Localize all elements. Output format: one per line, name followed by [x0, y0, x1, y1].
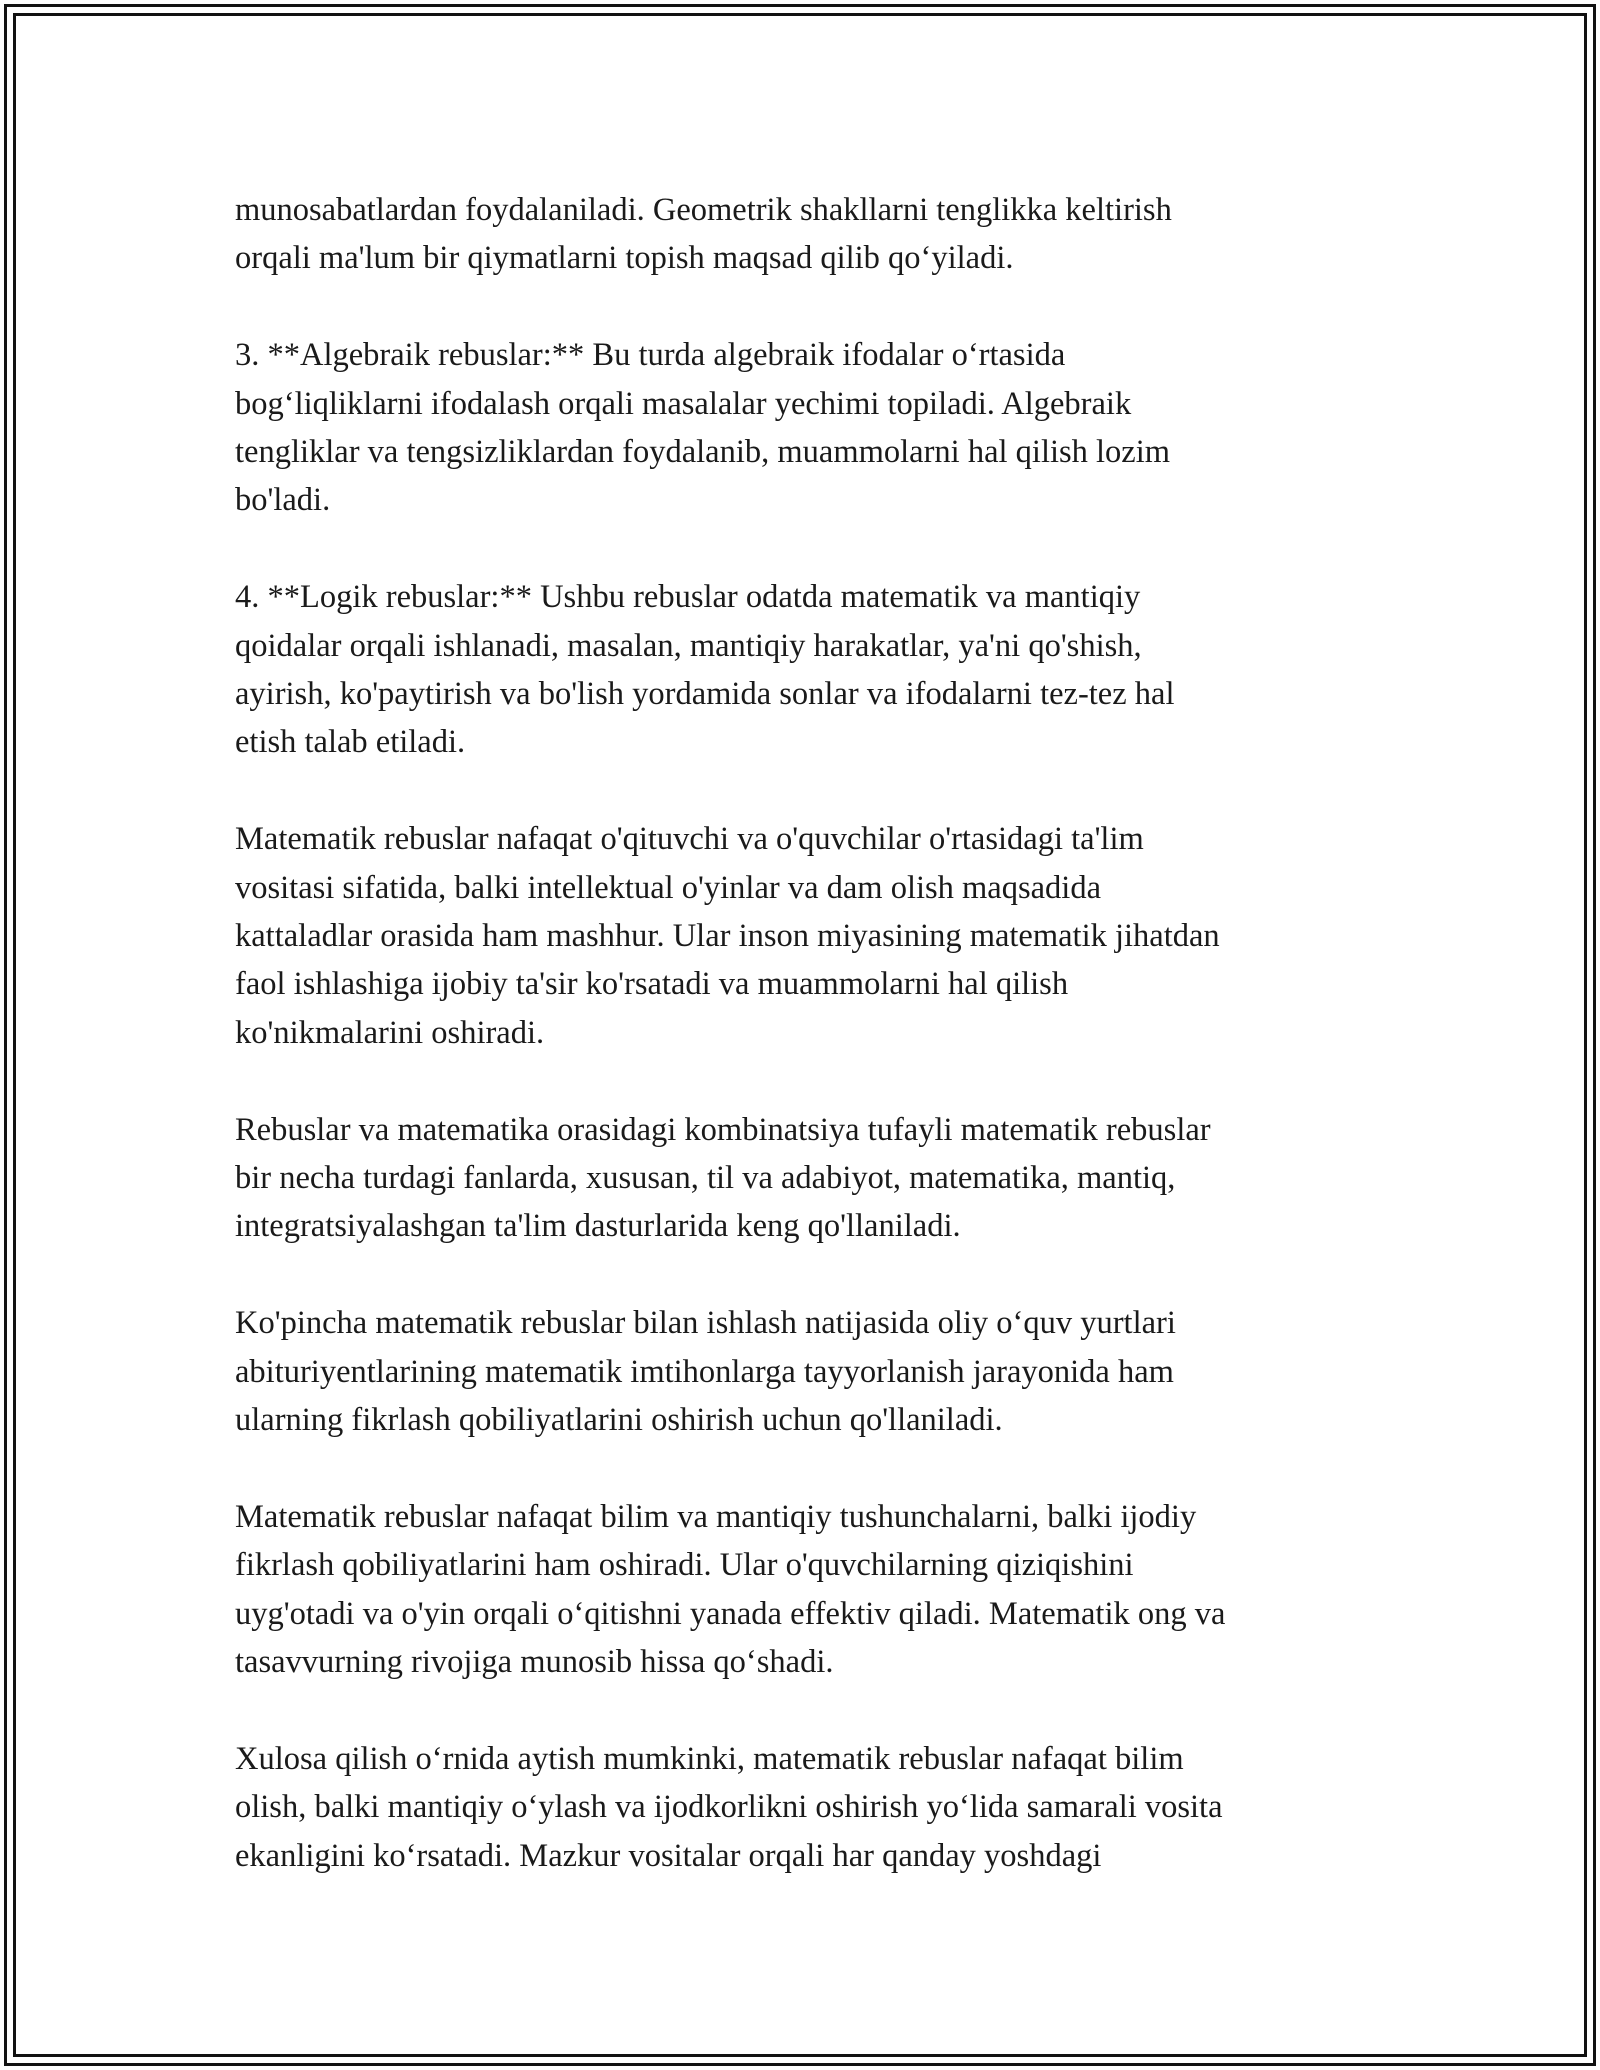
text-line: Matematik rebuslar nafaqat bilim va mantiqiy tushunchalarni, balki ijodiy — [235, 1498, 1197, 1535]
text-line: Ko'pincha matematik rebuslar bilan ishlash natijasida oliy o‘quv yurtlari — [235, 1305, 1176, 1342]
paragraph-conclusion — [235, 1735, 1375, 1880]
text-line: orqali ma'lum bir qiymatlarni topish maqsad qilib qo‘yiladi. — [235, 240, 1014, 277]
text-line: bir necha turdagi fanlarda, xususan, til va adabiyot, matematika, mantiq, — [235, 1160, 1176, 1197]
text-line: Rebuslar va matematika orasidagi kombinatsiya tufayli matematik rebuslar — [235, 1111, 1211, 1148]
text-line: integratsiyalashgan ta'lim dasturlarida keng qo'llaniladi. — [235, 1208, 961, 1245]
text-line: ularning fikrlash qobiliyatlarini oshirish uchun qo'llaniladi. — [235, 1402, 1003, 1439]
text-line: abituriyentlarining matematik imtihonlarga tayyorlanish jarayonida ham — [235, 1353, 1174, 1390]
text-line: faol ishlashiga ijobiy ta'sir ko'rsatadi va muammolarni hal qilish — [235, 966, 1069, 1003]
text-line: tasavvurning rivojiga munosib hissa qo‘shadi. — [235, 1644, 834, 1681]
text-line: 3. **Algebraik rebuslar:** Bu turda algebraik ifodalar o‘rtasida — [235, 337, 1066, 374]
text-line: ekanligini ko‘rsatadi. Mazkur vositalar orqali har qanday yoshdagi — [235, 1837, 1102, 1874]
text-line: bog‘liqliklarni ifodalash orqali masalalar yechimi topiladi. Algebraik — [235, 385, 1132, 422]
text-line: fikrlash qobiliyatlarini ham oshiradi. Ular o'quvchilarning qiziqishini — [235, 1547, 1134, 1584]
text-line: uyg'otadi va o'yin orqali o‘qitishni yanada effektiv qiladi. Matematik ong va — [235, 1595, 1226, 1632]
paragraph-geometric-continuation — [235, 186, 1375, 283]
paragraph-teaching-tool — [235, 815, 1375, 1057]
paragraph-combination — [235, 1106, 1375, 1251]
text-line: olish, balki mantiqiy o‘ylash va ijodkorlikni oshirish yo‘lida samarali vosita — [235, 1789, 1223, 1826]
paragraph-logic-rebuses — [235, 573, 1375, 767]
text-line: ko'nikmalarini oshiradi. — [235, 1014, 545, 1051]
text-line: qoidalar orqali ishlanadi, masalan, mantiqiy harakatlar, ya'ni qo'shish, — [235, 627, 1142, 664]
text-line: Matematik rebuslar nafaqat o'qituvchi va o'quvchilar o'rtasidagi ta'lim — [235, 821, 1144, 858]
paragraph-creative-thinking — [235, 1493, 1375, 1687]
text-line: kattaladlar orasida ham mashhur. Ular inson miyasining matematik jihatdan — [235, 918, 1220, 955]
text-line: Xulosa qilish o‘rnida aytish mumkinki, matematik rebuslar nafaqat bilim — [235, 1740, 1184, 1777]
text-line: bo'ladi. — [235, 482, 331, 519]
paragraph-applicants — [235, 1299, 1375, 1444]
text-line: 4. **Logik rebuslar:** Ushbu rebuslar odatda matematik va mantiqiy — [235, 579, 1141, 616]
text-line: vositasi sifatida, balki intellektual o'yinlar va dam olish maqsadida — [235, 869, 1102, 906]
document-body — [235, 186, 1375, 1929]
paragraph-algebraic-rebuses — [235, 331, 1375, 525]
text-line: munosabatlardan foydalaniladi. Geometrik shakllarni tenglikka keltirish — [235, 192, 1172, 228]
text-line: ayirish, ko'paytirish va bo'lish yordamida sonlar va ifodalarni tez-tez hal — [235, 676, 1175, 713]
text-line: etish talab etiladi. — [235, 724, 466, 761]
text-line: tengliklar va tengsizliklardan foydalanib, muammolarni hal qilish lozim — [235, 434, 1171, 471]
